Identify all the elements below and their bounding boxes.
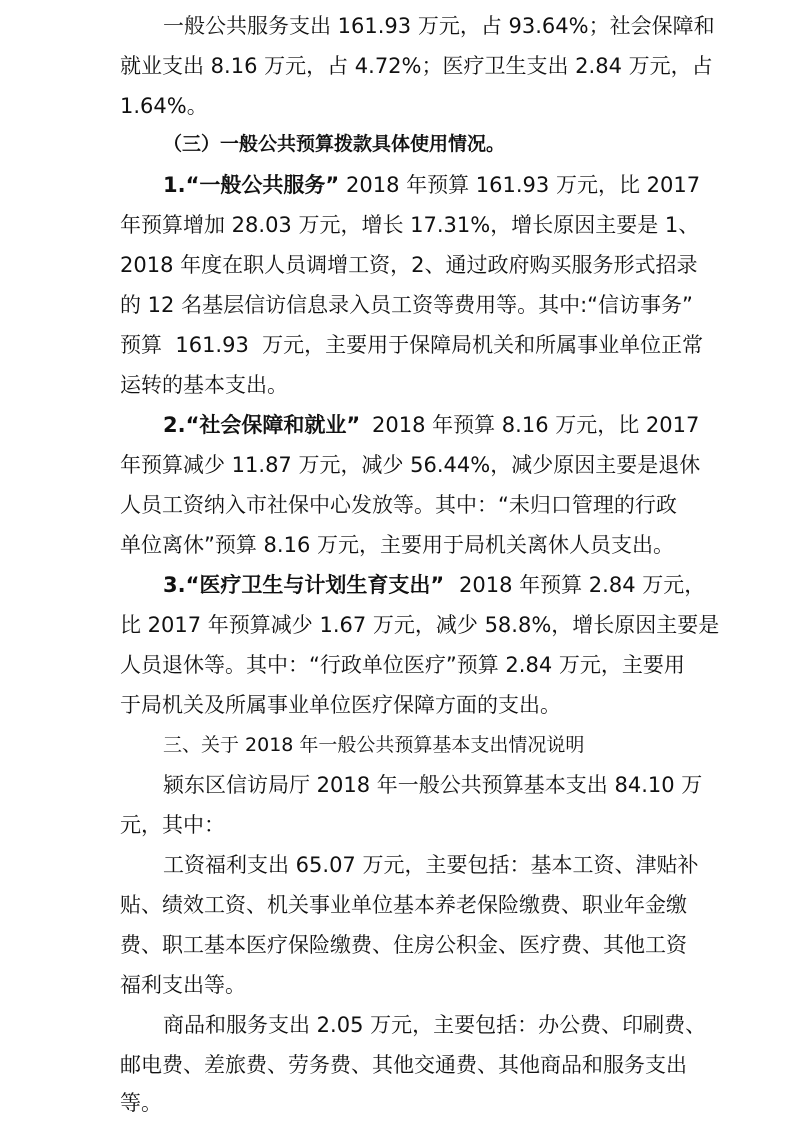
wages-line-4: 福利支出等。 bbox=[120, 973, 246, 997]
item3-line-3: 人员退休等。其中：“行政单位医疗”预算 2.84 万元，主要用 bbox=[120, 653, 685, 677]
item3-heading: 3.“医疗卫生与计划生育支出” bbox=[163, 573, 445, 597]
item2-line-2: 年预算减少 11.87 万元，减少 56.44%，减少原因主要是退休 bbox=[120, 453, 701, 477]
item1-line-4: 的 12 名基层信访信息录入员工资等费用等。其中:“信访事务” bbox=[120, 293, 693, 317]
goods-line-2: 邮电费、差旅费、劳务费、其他交通费、其他商品和服务支出 bbox=[120, 1053, 687, 1077]
section-heading: （三）一般公共预算拨款具体使用情况。 bbox=[163, 133, 506, 155]
item2-line-4: 单位离休”预算 8.16 万元，主要用于局机关离休人员支出。 bbox=[120, 533, 674, 557]
wages-line-1: 工资福利支出 65.07 万元，主要包括：基本工资、津贴补 bbox=[163, 853, 699, 877]
wages-line-3: 费、职工基本医疗保险缴费、住房公积金、医疗费、其他工资 bbox=[120, 933, 687, 957]
part3-heading: 三、关于 2018 年一般公共预算基本支出情况说明 bbox=[163, 734, 585, 756]
intro-line-1: 一般公共服务支出 161.93 万元，占 93.64%；社会保障和 bbox=[163, 14, 715, 38]
item1-line-3: 2018 年度在职人员调增工资，2、通过政府购买服务形式招录 bbox=[120, 253, 698, 277]
item1-line-2: 年预算增加 28.03 万元，增长 17.31%，增长原因主要是 1、 bbox=[120, 213, 700, 237]
item2-heading: 2.“社会保障和就业” bbox=[163, 413, 361, 437]
intro-line-2: 就业支出 8.16 万元，占 4.72%；医疗卫生支出 2.84 万元，占 bbox=[120, 54, 713, 78]
item2-line-1: 2.“社会保障和就业” 2018 年预算 8.16 万元，比 2017 bbox=[0, 405, 794, 445]
item1-line-6: 运转的基本支出。 bbox=[120, 373, 288, 397]
item3-line-4: 于局机关及所属事业单位医疗保障方面的支出。 bbox=[120, 693, 561, 717]
item1-heading: 1.“一般公共服务” bbox=[163, 173, 340, 197]
goods-line-1: 商品和服务支出 2.05 万元，主要包括：办公费、印刷费、 bbox=[163, 1013, 707, 1037]
goods-line-3: 等。 bbox=[120, 1091, 162, 1115]
item3-line-2: 比 2017 年预算减少 1.67 万元，减少 58.8%，增长原因主要是 bbox=[120, 613, 720, 637]
item1-line-1: 1.“一般公共服务” 2018 年预算 161.93 万元，比 2017 bbox=[0, 165, 794, 205]
intro-line-3: 1.64%。 bbox=[120, 94, 208, 118]
basic-line-1: 颍东区信访局厅 2018 年一般公共预算基本支出 84.10 万 bbox=[163, 773, 703, 797]
item1-line-5: 预算 161.93 万元，主要用于保障局机关和所属事业单位正常 bbox=[120, 333, 704, 357]
item2-line-3: 人员工资纳入市社保中心发放等。其中：“未归口管理的行政 bbox=[120, 493, 677, 517]
basic-line-2: 元，其中： bbox=[120, 813, 225, 837]
item3-line-1: 3.“医疗卫生与计划生育支出” 2018 年预算 2.84 万元， bbox=[0, 565, 794, 605]
wages-line-2: 贴、绩效工资、机关事业单位基本养老保险缴费、职业年金缴 bbox=[120, 893, 687, 917]
